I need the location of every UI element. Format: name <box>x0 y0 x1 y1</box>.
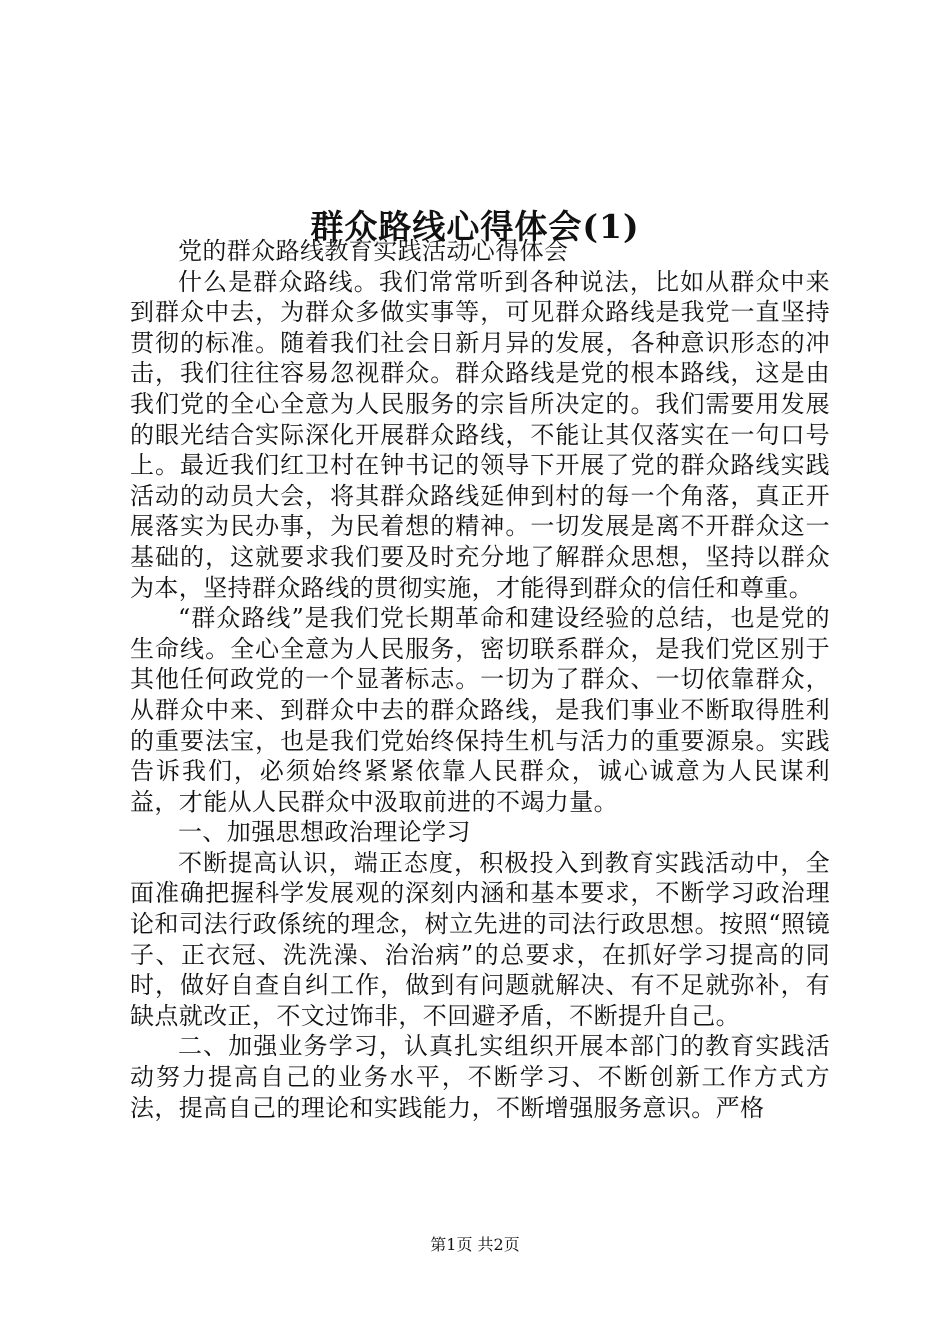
body-paragraph: 不断提高认识，端正态度，积极投入到教育实践活动中，全面准确把握科学发展观的深刻内涵和基本要求，不断学习政治理论和司法行政係统的理念，树立先进的司法行政思想。按照“照镜子、正衣冠、洗洗澡、治治病”的总要求，在抓好学习提高的同时，做好自查自纠工作，做到有问题就解决、有不足就弥补，有缺点就改正，不文过饰非，不回避矛盾，不断提升自己。 <box>130 848 830 1030</box>
body-paragraph: 二、加强业务学习，认真扎实组织开展本部门的教育实践活动努力提高自己的业务水平，不断学习、不断创新工作方式方法，提高自己的理论和实践能力，不断增强服务意识。严格 <box>130 1032 830 1122</box>
document-subtitle: 党的群众路线教育实践活动心得体会 <box>178 237 569 265</box>
document-body <box>130 236 830 1123</box>
body-paragraph: 什么是群众路线。我们常常听到各种说法，比如从群众中来到群众中去，为群众多做实事等，可见群众路线是我党一直坚持贯彻的标准。随着我们社会日新月异的发展，各种意识形态的冲击，我们往往容易忽视群众。群众路线是党的根本路线，这是由我们党的全心全意为人民服务的宗旨所决定的。我们需要用发展的眼光结合实际深化开展群众路线，不能让其仅落实在一句口号上。最近我们红卫村在钟书记的领导下开展了党的群众路线实践活动的动员大会，将其群众路线延伸到村的每一个角落，真正开展落实为民办事，为民着想的精神。一切发展是离不开群众这一基础的，这就要求我们要及时充分地了解群众思想，坚持以群众为本，坚持群众路线的贯彻实施，才能得到群众的信任和尊重。 <box>130 267 830 602</box>
page-footer: 第1页 共2页 <box>430 1235 520 1254</box>
document-title: 群众路线心得体会(1) <box>310 207 640 247</box>
body-paragraph: “群众路线”是我们党长期革命和建设经验的总结，也是党的生命线。全心全意为人民服务，密切联系群众，是我们党区别于其他任何政党的一个显著标志。一切为了群众、一切依靠群众，从群众中来、到群众中去的群众路线，是我们事业不断取得胜利的重要法宝，也是我们党始终保持生机与活力的重要源泉。实践告诉我们，必须始终紧紧依靠人民群众，诚心诚意为人民谋利益，才能从人民群众中汲取前进的不竭力量。 <box>130 604 830 816</box>
section-heading: 一、加强思想政治理论学习 <box>178 818 471 847</box>
